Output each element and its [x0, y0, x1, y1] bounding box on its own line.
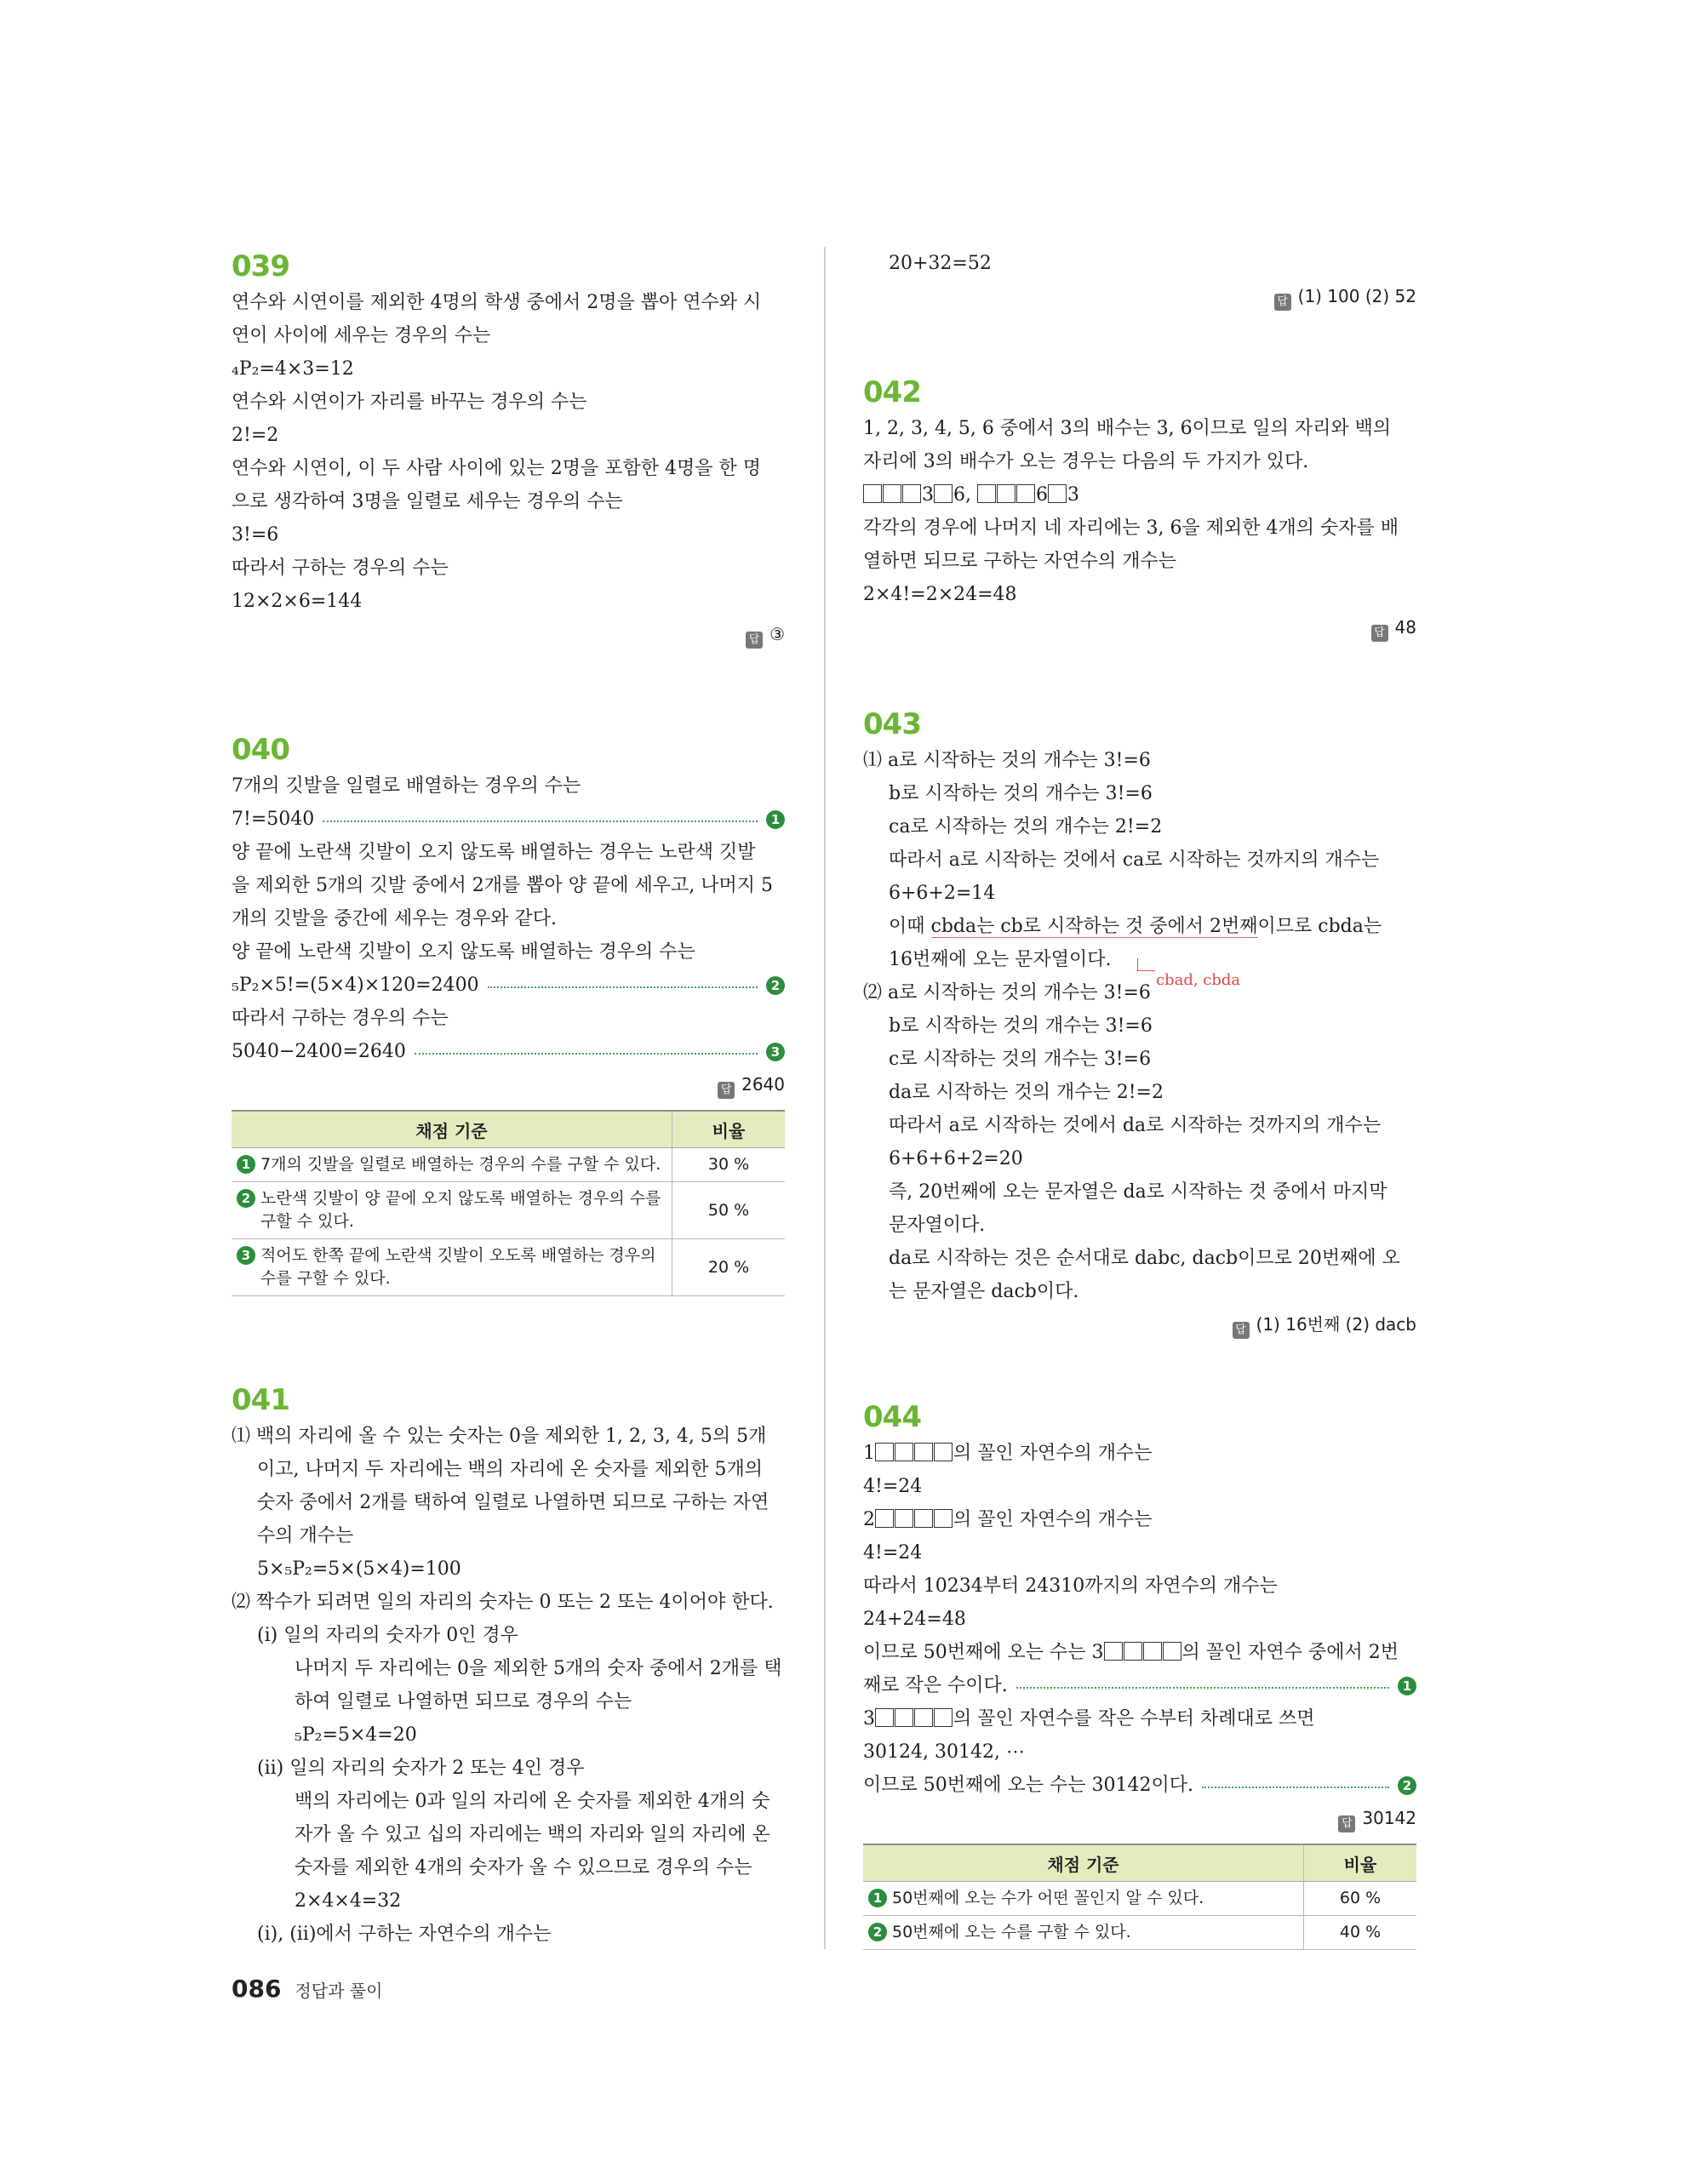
- solution-line: [232, 969, 785, 1002]
- solution-line: ₅P₂=5×4=20: [295, 1724, 417, 1746]
- solution-line: 24+24=48: [863, 1609, 966, 1630]
- solution-line: [863, 478, 1416, 512]
- solution-line: 연이 사이에 세우는 경우의 수는: [232, 325, 491, 346]
- line-text: 16번째에 오는 문자열이다.: [889, 949, 1112, 970]
- solution-line: [863, 1503, 1416, 1536]
- line-text: 이므로 50번째에 오는 수는 3: [863, 1642, 1104, 1663]
- solution-line: b로 시작하는 것의 개수는 3!=6: [889, 783, 1153, 804]
- digit-text: 6,: [953, 484, 977, 506]
- solution-line: ₄P₂=4×3=12: [232, 358, 354, 380]
- blank-box: [895, 1708, 913, 1727]
- blank-box: [1163, 1642, 1181, 1661]
- blank-box: [902, 484, 921, 503]
- answer-value: (1) 100 (2) 52: [1297, 286, 1416, 306]
- solution-line: 하여 일렬로 나열하면 되므로 경우의 수는: [295, 1691, 632, 1712]
- solution-line: 따라서 구하는 경우의 수는: [232, 557, 449, 579]
- digit-text: 1: [863, 1443, 875, 1464]
- blank-box: [934, 484, 953, 503]
- solution-line: 따라서 10234부터 24310까지의 자연수의 개수는: [863, 1575, 1278, 1597]
- digit-text: 2: [863, 1509, 875, 1530]
- criteria-ratio: 60 %: [1304, 1882, 1417, 1916]
- answer-icon: 답: [718, 1082, 735, 1099]
- blank-box: [875, 1509, 894, 1528]
- answer-value: ③: [769, 624, 785, 644]
- line-text: 의 꼴인 자연수의 개수는: [953, 1509, 1153, 1530]
- section-041: [232, 1381, 785, 1951]
- solution-line: 숫자를 제외한 4개의 숫자가 올 수 있으므로 경우의 수는: [295, 1857, 752, 1878]
- problem-number: 043: [863, 707, 921, 741]
- table-header-criteria: 채점 기준: [863, 1844, 1304, 1882]
- table-header-ratio: 비율: [672, 1111, 786, 1148]
- solution-line: ⑴ 백의 자리에 올 수 있는 숫자는 0을 제외한 1, 2, 3, 4, 5의 5개: [232, 1426, 767, 1447]
- solution-line: [863, 910, 1416, 943]
- solution-line: b로 시작하는 것의 개수는 3!=6: [889, 1015, 1153, 1037]
- blank-box: [914, 1708, 933, 1727]
- criteria-marker: 1: [237, 1155, 255, 1174]
- problem-number: 042: [863, 375, 921, 409]
- blank-box: [977, 484, 996, 503]
- criteria-ratio: 50 %: [672, 1182, 786, 1239]
- line-text: 의 꼴인 자연수 중에서 2번: [1181, 1642, 1399, 1663]
- criteria-text: 7개의 깃발을 일렬로 배열하는 경우의 수를 구할 수 있다.: [260, 1155, 661, 1174]
- problem-number: 039: [232, 249, 289, 283]
- solution-line: da로 시작하는 것의 개수는 2!=2: [889, 1082, 1164, 1103]
- solution-line: 자리에 3의 배수가 오는 경우는 다음의 두 가지가 있다.: [863, 451, 1309, 472]
- leader-dots: [323, 820, 758, 822]
- step-marker-1: 1: [766, 810, 785, 829]
- section-039: [232, 247, 785, 651]
- answer-icon: 답: [746, 632, 763, 649]
- step-marker-2: 2: [1398, 1776, 1416, 1795]
- solution-line: 12×2×6=144: [232, 591, 363, 612]
- criteria-marker: 3: [237, 1246, 255, 1265]
- blank-box: [895, 1509, 913, 1528]
- step-marker-1: 1: [1398, 1677, 1416, 1695]
- solution-line: 숫자 중에서 2개를 택하여 일렬로 나열하면 되므로 구하는 자연: [257, 1492, 769, 1513]
- blank-box: [934, 1443, 953, 1461]
- blank-box: [914, 1509, 933, 1528]
- solution-line: c로 시작하는 것의 개수는 3!=6: [889, 1049, 1152, 1070]
- table-row: [863, 1882, 1416, 1916]
- line-text: 이때: [889, 916, 931, 937]
- line-text: 5040−2400=2640: [232, 1041, 406, 1062]
- answer-value: 48: [1394, 617, 1416, 637]
- criteria-text: 적어도 한쪽 끝에 노란색 깃발이 오도록 배열하는 경우의 수를 구할 수 있다.: [260, 1246, 656, 1288]
- answer-icon: 답: [1371, 625, 1388, 642]
- solution-line: 3!=6: [232, 524, 279, 546]
- section-042: [863, 373, 1416, 644]
- solution-line: [863, 943, 1416, 989]
- criteria-ratio: 40 %: [1304, 1916, 1417, 1950]
- answer-icon: 답: [1338, 1815, 1355, 1832]
- annotation-note: cbad, cbda: [1156, 971, 1241, 989]
- solution-line: 연수와 시연이가 자리를 바꾸는 경우의 수는: [232, 392, 587, 413]
- blank-box: [914, 1443, 933, 1461]
- grading-table: [232, 1110, 785, 1296]
- solution-line: 4!=24: [863, 1476, 923, 1497]
- solution-line: 양 끝에 노란색 깃발이 오지 않도록 배열하는 경우의 수는: [232, 941, 695, 963]
- solution-line: 백의 자리에는 0과 일의 자리에 온 숫자를 제외한 4개의 숫: [295, 1791, 770, 1812]
- section-043: [863, 705, 1416, 1341]
- criteria-ratio: 30 %: [672, 1148, 786, 1182]
- solution-line: 연수와 시연이를 제외한 4명의 학생 중에서 2명을 뽑아 연수와 시: [232, 292, 762, 313]
- solution-line: 따라서 구하는 경우의 수는: [232, 1008, 449, 1029]
- page-number: 086: [232, 1975, 282, 2003]
- solution-line: 이고, 나머지 두 자리에는 백의 자리에 온 숫자를 제외한 5개의: [257, 1459, 763, 1480]
- digit-text: 3: [1067, 484, 1079, 506]
- line-text: 의 꼴인 자연수를 작은 수부터 차례대로 쓰면: [953, 1708, 1315, 1729]
- leader-dots: [1202, 1787, 1389, 1788]
- solution-line: 따라서 a로 시작하는 것에서 ca로 시작하는 것까지의 개수는: [889, 849, 1380, 871]
- solution-line: ⑴ a로 시작하는 것의 개수는 3!=6: [863, 750, 1151, 771]
- problem-number: 044: [863, 1400, 921, 1434]
- blank-box: [875, 1443, 894, 1461]
- problem-number: 040: [232, 733, 289, 767]
- table-row: [232, 1239, 785, 1296]
- solution-line: 으로 생각하여 3명을 일렬로 세우는 경우의 수는: [232, 491, 623, 512]
- annotation-arrow: [1137, 958, 1155, 971]
- solution-line: ca로 시작하는 것의 개수는 2!=2: [889, 816, 1163, 838]
- section-044: [863, 1398, 1416, 1950]
- solution-line: (ⅰ), (ⅱ)에서 구하는 자연수의 개수는: [257, 1924, 552, 1945]
- section-041-continued: [863, 247, 1416, 313]
- blank-box: [1016, 484, 1035, 503]
- leader-dots: [415, 1053, 758, 1055]
- solution-line: [232, 1035, 785, 1068]
- blank-box: [1104, 1642, 1123, 1661]
- underlined-text: cbda는 cb로 시작하는 것 중에서 2번째: [930, 916, 1258, 937]
- line-text: 이므로 cbda는: [1257, 916, 1382, 937]
- line-text: ₅P₂×5!=(5×4)×120=2400: [232, 975, 479, 996]
- solution-line: 연수와 시연이, 이 두 사람 사이에 있는 2명을 포함한 4명을 한 명: [232, 458, 761, 479]
- table-row: [863, 1916, 1416, 1950]
- solution-line: 6+6+2=14: [889, 883, 996, 904]
- solution-line: [863, 1636, 1416, 1669]
- solution-line: 30124, 30142, ⋯: [863, 1741, 1025, 1763]
- blank-box: [1124, 1642, 1142, 1661]
- solution-line: 4!=24: [863, 1542, 923, 1564]
- problem-number: 041: [232, 1383, 289, 1417]
- criteria-marker: 2: [237, 1189, 255, 1208]
- blank-box: [875, 1708, 894, 1727]
- grading-table: [863, 1844, 1416, 1950]
- answer-line: [863, 1802, 1416, 1835]
- criteria-marker: 1: [868, 1889, 887, 1907]
- solution-line: 5×₅P₂=5×(5×4)=100: [257, 1558, 461, 1580]
- solution-line: [863, 1669, 1416, 1702]
- criteria-text: 50번째에 오는 수를 구할 수 있다.: [892, 1923, 1131, 1941]
- solution-line: 즉, 20번째에 오는 문자열은 da로 시작하는 것 중에서 마지막: [889, 1181, 1387, 1203]
- blank-box: [1143, 1642, 1162, 1661]
- solution-line: 는 문자열은 dacb이다.: [889, 1281, 1079, 1302]
- answer-line: [232, 618, 785, 651]
- blank-box: [997, 484, 1015, 503]
- page-title: 정답과 풀이: [295, 1981, 383, 2001]
- answer-value: 2640: [741, 1074, 785, 1095]
- blank-box: [863, 484, 882, 503]
- solution-line: 나머지 두 자리에는 0을 제외한 5개의 숫자 중에서 2개를 택: [295, 1658, 782, 1679]
- solution-line: (ⅰ) 일의 자리의 숫자가 0인 경우: [257, 1625, 518, 1646]
- solution-line: 2×4!=2×24=48: [863, 584, 1017, 605]
- answer-icon: 답: [1274, 294, 1291, 311]
- blank-box: [1048, 484, 1067, 503]
- solution-line: 을 제외한 5개의 깃발 중에서 2개를 뽑아 양 끝에 세우고, 나머지 5: [232, 875, 773, 896]
- line-text: 이므로 50번째에 오는 수는 30142이다.: [863, 1775, 1193, 1796]
- solution-line: [863, 1437, 1416, 1470]
- criteria-text: 노란색 깃발이 양 끝에 오지 않도록 배열하는 경우의 수를 구할 수 있다.: [260, 1189, 661, 1231]
- answer-line: [232, 1068, 785, 1101]
- table-header-criteria: 채점 기준: [232, 1111, 672, 1148]
- page-footer: [232, 1975, 382, 2003]
- digit-text: 6: [1035, 484, 1048, 506]
- solution-line: 20+32=52: [889, 253, 992, 274]
- blank-box: [895, 1443, 913, 1461]
- criteria-ratio: 20 %: [672, 1239, 786, 1296]
- column-divider: [824, 247, 826, 1949]
- table-row: [232, 1182, 785, 1239]
- solution-line: 수의 개수는: [257, 1525, 354, 1547]
- line-text: 7!=5040: [232, 809, 315, 830]
- table-row: [232, 1148, 785, 1182]
- digit-text: 3: [922, 484, 934, 506]
- leader-dots: [1016, 1687, 1389, 1689]
- step-marker-2: 2: [766, 976, 785, 995]
- solution-line: 1, 2, 3, 4, 5, 6 중에서 3의 배수는 3, 6이므로 일의 자리와 백의: [863, 418, 1392, 439]
- solution-line: 문자열이다.: [889, 1215, 986, 1236]
- solution-line: [232, 803, 785, 836]
- digit-text: 3: [863, 1708, 875, 1729]
- answer-icon: 답: [1233, 1322, 1250, 1339]
- solution-line: 각각의 경우에 나머지 네 자리에는 3, 6을 제외한 4개의 숫자를 배: [863, 517, 1399, 539]
- section-040: [232, 730, 785, 1296]
- leader-dots: [488, 986, 758, 988]
- solution-line: (ⅱ) 일의 자리의 숫자가 2 또는 4인 경우: [257, 1758, 585, 1779]
- line-text: 의 꼴인 자연수의 개수는: [953, 1443, 1153, 1464]
- blank-box: [934, 1708, 953, 1727]
- solution-line: 자가 올 수 있고 십의 자리에는 백의 자리와 일의 자리에 온: [295, 1824, 770, 1845]
- line-text: 째로 작은 수이다.: [863, 1675, 1008, 1696]
- solution-line: [863, 1702, 1416, 1735]
- criteria-marker: 2: [868, 1923, 887, 1941]
- answer-line: [863, 1308, 1416, 1341]
- solution-line: 2!=2: [232, 425, 279, 446]
- solution-line: 따라서 a로 시작하는 것에서 da로 시작하는 것까지의 개수는: [889, 1115, 1382, 1136]
- answer-line: [863, 280, 1416, 313]
- answer-value: 30142: [1362, 1808, 1416, 1828]
- criteria-text: 50번째에 오는 수가 어떤 꼴인지 알 수 있다.: [892, 1889, 1204, 1907]
- solution-line: 6+6+6+2=20: [889, 1148, 1023, 1169]
- solution-line: 열하면 되므로 구하는 자연수의 개수는: [863, 551, 1177, 572]
- step-marker-3: 3: [766, 1043, 785, 1061]
- answer-line: [863, 611, 1416, 644]
- solution-line: [863, 1769, 1416, 1802]
- blank-box: [934, 1509, 953, 1528]
- answer-value: (1) 16번째 (2) dacb: [1256, 1314, 1416, 1335]
- blank-box: [883, 484, 901, 503]
- solution-line: 2×4×4=32: [295, 1890, 402, 1912]
- solution-line: 7개의 깃발을 일렬로 배열하는 경우의 수는: [232, 775, 581, 797]
- solution-line: da로 시작하는 것은 순서대로 dabc, dacb이므로 20번째에 오: [889, 1248, 1400, 1269]
- table-header-ratio: 비율: [1304, 1844, 1417, 1882]
- solution-line: ⑵ 짝수가 되려면 일의 자리의 숫자는 0 또는 2 또는 4이어야 한다.: [232, 1592, 774, 1613]
- solution-line: ⑵ a로 시작하는 것의 개수는 3!=6: [863, 982, 1151, 1003]
- solution-line: 양 끝에 노란색 깃발이 오지 않도록 배열하는 경우는 노란색 깃발: [232, 842, 756, 863]
- solution-line: 개의 깃발을 중간에 세우는 경우와 같다.: [232, 908, 557, 929]
